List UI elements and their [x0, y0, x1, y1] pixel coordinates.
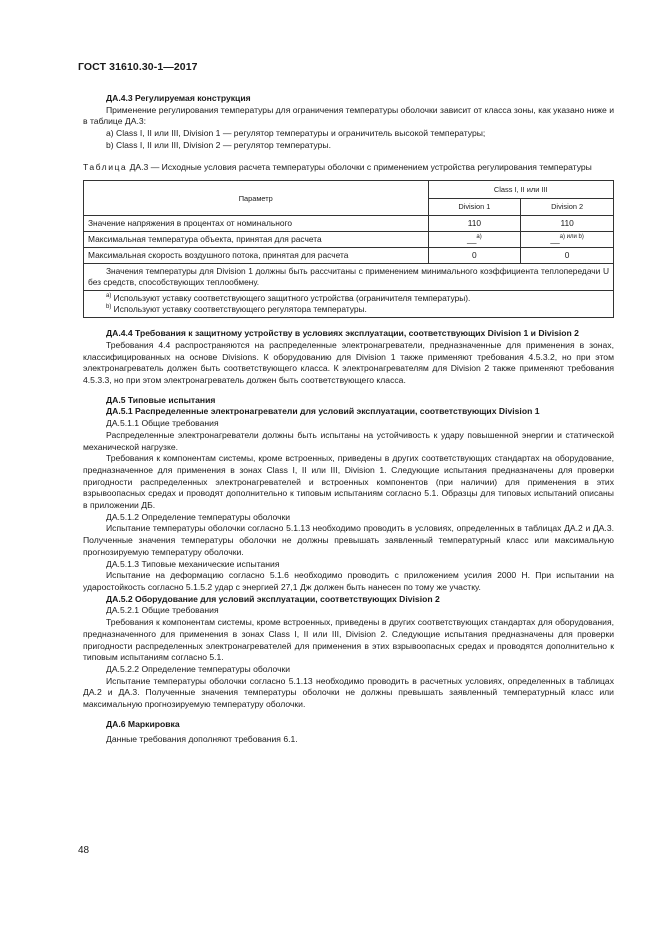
section-title-da-5-1: ДА.5.1 Распределенные электронагреватели для условий эксплуатации, соответствующих Division 1: [106, 406, 540, 417]
table-cell-div1: 110: [428, 216, 521, 232]
section-title-da-4-4: ДА.4.4 Требования к защитному устройству в условиях эксплуатации, соответствующих Division 1 и Division 2: [106, 328, 579, 339]
list-item-b: b) Class I, II или III, Division 2 — регулятор температуры.: [106, 139, 331, 150]
section-title-da-5-2: ДА.5.2 Оборудование для условий эксплуатации, соответствующих Division 2: [106, 593, 440, 604]
footnote-b: [88, 304, 609, 315]
footnote-a-text: Используют уставку соответствующего защитного устройства (ограничителя температуры).: [111, 293, 471, 304]
document-body: [83, 93, 614, 746]
table-row: [84, 248, 614, 264]
blank-value: __: [550, 234, 560, 245]
subsection-title: ДА.5.1.1 Общие требования: [106, 418, 219, 429]
table-cell-div2: 110: [521, 216, 614, 232]
paragraph: Испытание температуры оболочки согласно 5.1.13 необходимо проводить в условиях, определенных в таблицах ДА.2 и ДА.3. Полученные значения температуры оболочки не должны превышать заявленный температурный класс или максимальную прогнозируемую температуру оболочки.: [83, 523, 614, 557]
table-header-parameter: Параметр: [84, 181, 429, 216]
table-caption-label: Таблица: [83, 161, 128, 172]
table-footnotes: [84, 291, 614, 318]
section-title-da-5: ДА.5 Типовые испытания: [106, 394, 216, 405]
table-caption: [83, 162, 614, 174]
subsection-title: ДА.5.1.2 Определение температуры оболочки: [106, 511, 291, 522]
subsection-title: ДА.5.2.2 Определение температуры оболочки: [106, 663, 291, 674]
footnote-ref: a) или b): [559, 234, 584, 241]
table-header-division-2: Division 2: [521, 198, 614, 216]
table-cell-div2: 0: [521, 248, 614, 264]
table-caption-text: ДА.3 — Исходные условия расчета температуры оболочки с применением устройства регулирования температуры: [127, 161, 592, 172]
table-row: [84, 216, 614, 232]
paragraph: Распределенные электронагреватели должны быть испытаны на устойчивость к удару повышенной энергии и статической механической нагрузке.: [83, 429, 614, 452]
paragraph: Требования к компонентам системы, кроме встроенных, приведены в других соответствующих стандартах на оборудование, предназначенное для применения в зонах Class I, II или III, Division 1. Следующие испытания предназначены для проверки пригодности распределенных электронагревателей и встроенных компонентов (при наличии) для применения в этих взрывоопасных средах и проводят дополнительно к типовым испытаниям согласно 5.1. Образцы для типовых испытаний описаны в приложении ДБ.: [83, 453, 614, 511]
table-header-division-1: Division 1: [428, 198, 521, 216]
table-note-text: Значения температуры для Division 1 должны быть рассчитаны с применением минимального коэффициента теплопередачи U без средств, способствующих теплообмену.: [88, 266, 609, 288]
paragraph: Применение регулирования температуры для ограничения температуры оболочки зависит от класса зоны, как указано ниже и в таблице ДА.3:: [83, 104, 614, 127]
paragraph: Требования к компонентам системы, кроме встроенных, приведены в других соответствующих стандартах для оборудования, предназначенного для применения в зонах Class I, II или III, Division 2. Следующие испытания предназначены для проверки пригодности распределенных электронагревателей для применения в этих взрывоопасных средах и проводятся дополнительно к типовым испытаниям согласно 5.1.: [83, 617, 614, 663]
footnote-ref: a): [476, 234, 482, 241]
table-cell-div1: 0: [428, 248, 521, 264]
list-item-a: a) Class I, II или III, Division 1 — регулятор температуры и ограничитель высокой температуры;: [106, 128, 486, 139]
paragraph: Данные требования дополняют требования 6.1.: [106, 734, 298, 745]
table-cell-div1: [428, 232, 521, 248]
paragraph: Требования 4.4 распространяются на распределенные электронагреватели, предназначенные для применения в зонах, классифицированных на основе Divisions. К оборудованию для Division 1 также применяют требования 4.5.3.2, но при этом электронагреватель должен быть соответствующего класса. К электронагревателям для Division 2 также применяют требования 4.5.3.3, но при этом электронагреватель должен быть соответствующего класса.: [83, 339, 614, 386]
table-da-3: [83, 180, 614, 318]
paragraph: Испытание на деформацию согласно 5.1.6 необходимо проводить с приложением усилия 2000 Н. При испытании на ударостойкость согласно 5.1.5.2 удар с энергией 27,1 Дж должен быть нанесен по тому же участку.: [83, 570, 614, 592]
table-header-class: Class I, II или III: [428, 181, 614, 199]
paragraph: Испытание температуры оболочки согласно 5.1.13 необходимо проводить в расчетных условиях, определенных в таблицах ДА.2 и ДА.3. Полученные значения температуры оболочки не должны превышать заявленный температурный класс или максимальную прогнозируемую температуру оболочки.: [83, 675, 614, 710]
page-number: 48: [78, 845, 90, 856]
subsection-title: ДА.5.1.3 Типовые механические испытания: [106, 558, 280, 569]
footnote-a-mark: a): [106, 293, 112, 300]
footnote-a: [88, 293, 609, 304]
footnote-b-mark: b): [106, 304, 112, 311]
table-cell-param: Максимальная скорость воздушного потока, принятая для расчета: [84, 248, 429, 264]
table-cell-div2: [521, 232, 614, 248]
section-title-da-6: ДА.6 Маркировка: [106, 718, 180, 729]
table-row: [84, 232, 614, 248]
footnote-b-text: Используют уставку соответствующего регулятора температуры.: [111, 304, 367, 315]
blank-value: __: [467, 234, 477, 245]
table-cell-param: Максимальная температура объекта, принятая для расчета: [84, 232, 429, 248]
table-cell-param: Значение напряжения в процентах от номинального: [84, 216, 429, 232]
document-header: ГОСТ 31610.30-1—2017: [78, 61, 198, 73]
table-note: [84, 264, 614, 291]
subsection-title: ДА.5.2.1 Общие требования: [106, 605, 219, 616]
section-title-da-4-3: ДА.4.3 Регулируемая конструкция: [106, 93, 251, 103]
